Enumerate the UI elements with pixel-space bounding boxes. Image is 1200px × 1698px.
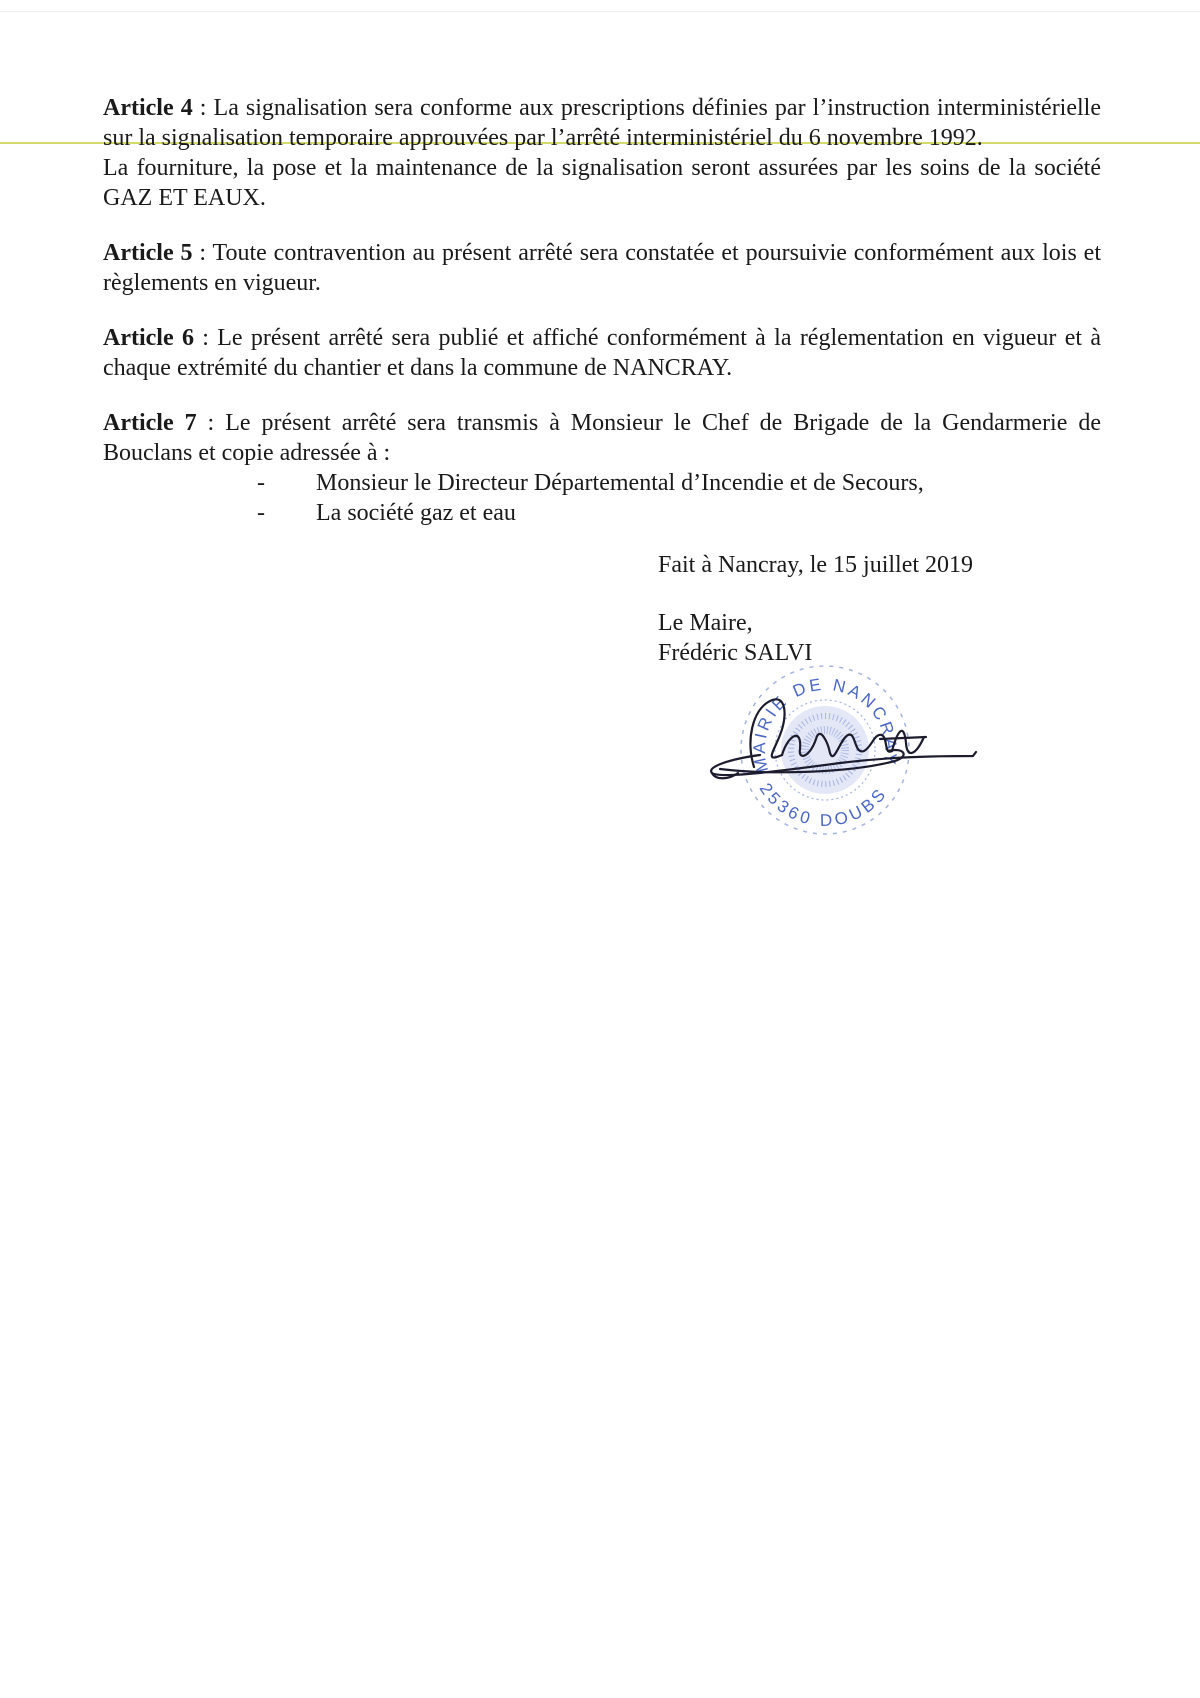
mairie-stamp — [741, 666, 909, 834]
signer-name: Frédéric SALVI — [658, 640, 813, 666]
stamp-top-text-path: MAIRIE DE NANCRAY — [749, 675, 901, 775]
signature-stroke — [880, 737, 926, 739]
list-dash: - — [257, 470, 265, 496]
stamp-bottom-text-path: 25360 DOUBS — [755, 779, 890, 831]
recipient-list — [103, 468, 1101, 528]
article-label: Article 6 — [103, 325, 194, 351]
article-5 — [103, 238, 1101, 298]
article-text: La fourniture, la pose et la maintenance de la signalisation seront assurées par les soins de la société GAZ ET EAUX. — [103, 155, 1101, 211]
article-text: : Le présent arrêté sera transmis à Monsieur le Chef de Brigade de la Gendarmerie de Bouclans et copie adressée à : — [103, 410, 1101, 466]
list-item — [103, 498, 1101, 528]
list-dash: - — [257, 500, 265, 526]
article-label: Article 7 — [103, 410, 197, 436]
place-and-date: Fait à Nancray, le 15 juillet 2019 — [658, 552, 974, 578]
article-text: : Toute contravention au présent arrêté sera constatée et poursuivie conformément aux lois et règlements en vigueur. — [103, 240, 1101, 296]
signature-block — [658, 550, 1101, 668]
document-body — [103, 93, 1101, 668]
stamp-emblem — [781, 706, 869, 794]
scan-edge-line — [0, 11, 1200, 12]
article-7 — [103, 408, 1101, 528]
stamp-and-signature — [690, 655, 990, 855]
article-6 — [103, 323, 1101, 383]
recipient-text: La société gaz et eau — [316, 500, 516, 526]
list-item — [103, 468, 1101, 498]
signer-title: Le Maire, — [658, 610, 753, 636]
recipient-text: Monsieur le Directeur Départemental d’Incendie et de Secours, — [316, 470, 924, 496]
article-7-paragraph — [103, 408, 1101, 468]
article-6-paragraph — [103, 323, 1101, 383]
article-5-paragraph — [103, 238, 1101, 298]
article-4-paragraph-2 — [103, 153, 1101, 213]
article-text: : Le présent arrêté sera publié et affiché conformément à la réglementation en vigueur et à chaque extrémité du chantier et dans la commune de NANCRAY. — [103, 325, 1102, 381]
article-4-paragraph — [103, 93, 1101, 153]
article-text: : La signalisation sera conforme aux prescriptions définies par l’instruction interministérielle sur la signalisation temporaire approuvées par l’arrêté interministériel du 6 novembre 1992. — [103, 95, 1101, 151]
article-label: Article 5 — [103, 240, 193, 266]
article-label: Article 4 — [103, 95, 193, 121]
article-4 — [103, 93, 1101, 213]
